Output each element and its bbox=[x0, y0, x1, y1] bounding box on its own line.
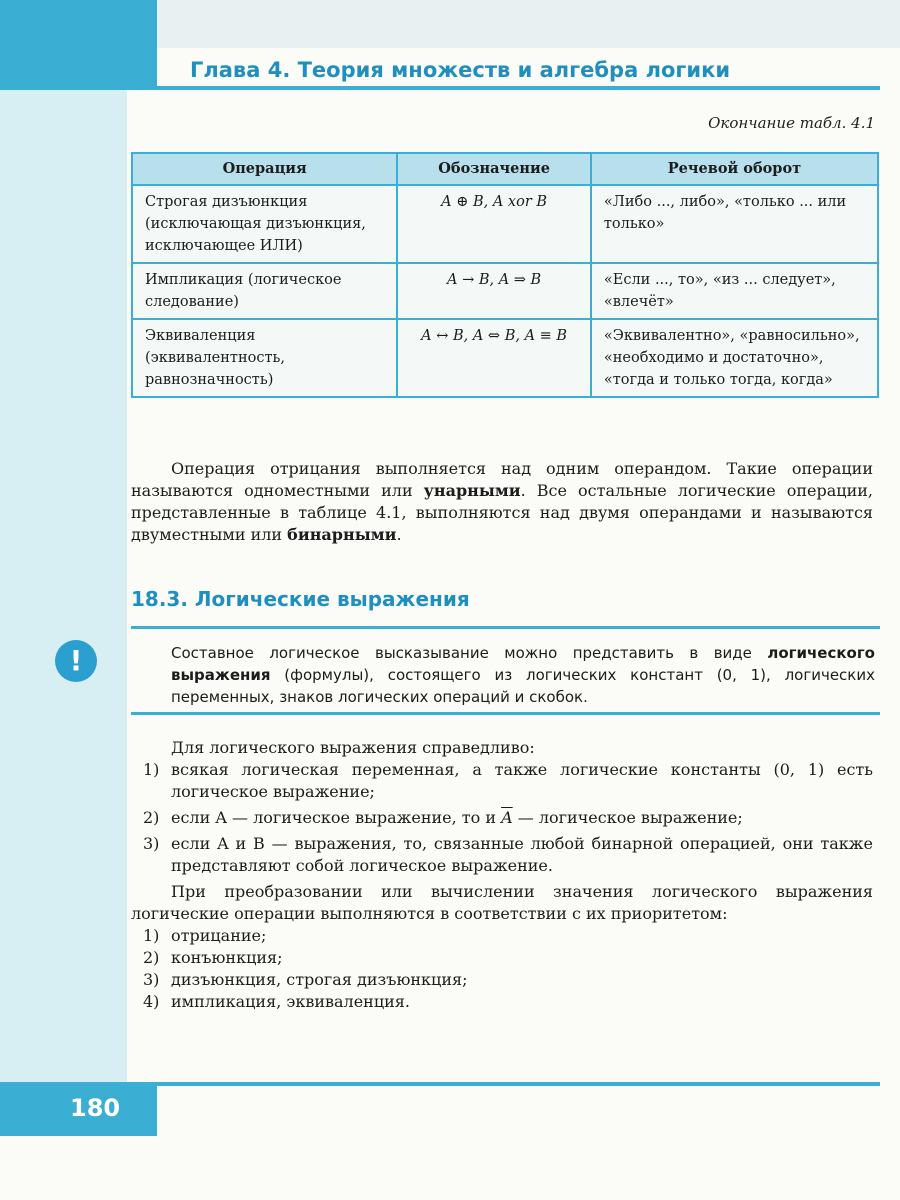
list-number: 1) bbox=[143, 760, 160, 779]
cell-notation: A ↔ B, A ⇔ B, A ≡ B bbox=[397, 319, 591, 397]
section-heading: 18.3. Логические выражения bbox=[131, 587, 470, 611]
table-header-row bbox=[132, 153, 878, 185]
footer-rule bbox=[157, 1082, 880, 1086]
definition-text: Составное логическое высказывание можно представить в виде bbox=[171, 644, 768, 662]
list-number: 4) bbox=[143, 992, 160, 1011]
list-text: если A и B — выражения, то, связанные любой бинарной операцией, они также представляют собой логическое выражение. bbox=[171, 834, 873, 875]
term-logical-expression: логического выражения bbox=[171, 644, 875, 684]
chapter-color-block bbox=[0, 0, 157, 90]
cell-phrase: «Либо ..., либо», «только ... или только» bbox=[591, 185, 878, 263]
cell-phrase: «Эквивалентно», «равносильно», «необходимо и достаточно», «тогда и только тогда, когда» bbox=[591, 319, 878, 397]
definition-text: (формулы), состоящего из логических констант (0, 1), логических переменных, знаков логических операций и скобок. bbox=[171, 666, 875, 706]
table-row bbox=[132, 263, 878, 319]
list-text: отрицание; bbox=[171, 926, 267, 945]
rules-intro: Для логического выражения справедливо: bbox=[171, 738, 535, 757]
list-item bbox=[131, 925, 873, 947]
list-text: если A — логическое выражение, то и bbox=[171, 808, 502, 827]
list-item bbox=[131, 807, 873, 829]
list-text: конъюнкция; bbox=[171, 948, 283, 967]
list-item bbox=[131, 833, 873, 877]
list-text: всякая логическая переменная, а также логические константы (0, 1) есть логическое выражение; bbox=[171, 760, 873, 801]
table-row bbox=[132, 319, 878, 397]
cell-operation: Эквиваленция (эквивалентность, равнозначность) bbox=[132, 319, 397, 397]
chapter-divider bbox=[157, 86, 880, 90]
term-unary: унарными bbox=[423, 481, 521, 500]
definition-top-rule bbox=[131, 626, 880, 629]
list-number: 3) bbox=[143, 970, 160, 989]
list-item bbox=[131, 969, 873, 991]
list-item bbox=[131, 759, 873, 803]
operations-table bbox=[131, 152, 879, 398]
list-text: дизъюнкция, строгая дизъюнкция; bbox=[171, 970, 468, 989]
cell-phrase: «Если ..., то», «из ... следует», «влечёт» bbox=[591, 263, 878, 319]
definition-bottom-rule bbox=[131, 712, 880, 715]
definition-box bbox=[171, 642, 875, 708]
paragraph-text: Операция отрицания выполняется над одним операндом. Такие операции называются одноместными или bbox=[131, 459, 873, 500]
term-binary: бинарными bbox=[287, 525, 397, 544]
column-header-notation: Обозначение bbox=[397, 153, 591, 185]
priority-intro bbox=[131, 881, 873, 925]
left-margin-band bbox=[0, 90, 127, 1082]
chapter-title: Глава 4. Теория множеств и алгебра логики bbox=[190, 58, 731, 82]
list-number: 2) bbox=[143, 948, 160, 967]
negation-symbol: $\overline{A}$ bbox=[501, 808, 513, 827]
cell-operation: Импликация (логическое следование) bbox=[132, 263, 397, 319]
column-header-phrase: Речевой оборот bbox=[591, 153, 878, 185]
cell-notation: A ⊕ B, A xor B bbox=[397, 185, 591, 263]
list-text: — логическое выражение; bbox=[512, 808, 743, 827]
paragraph-text: . bbox=[396, 525, 402, 544]
expression-rules bbox=[131, 737, 873, 1013]
paragraph-unary-binary bbox=[131, 458, 873, 546]
cell-operation: Строгая дизъюнкция (исключающая дизъюнкция, исключающее ИЛИ) bbox=[132, 185, 397, 263]
priority-intro-text: При преобразовании или вычислении значения логического выражения логические операции выполняются в соответствии с их приоритетом: bbox=[131, 882, 873, 923]
list-number: 3) bbox=[143, 834, 160, 853]
exclamation-icon: ! bbox=[55, 640, 97, 682]
list-number: 1) bbox=[143, 926, 160, 945]
column-header-operation: Операция bbox=[132, 153, 397, 185]
list-number: 2) bbox=[143, 808, 160, 827]
list-item bbox=[131, 991, 873, 1013]
cell-notation: A → B, A ⇒ B bbox=[397, 263, 591, 319]
table-row bbox=[132, 185, 878, 263]
table-caption: Окончание табл. 4.1 bbox=[708, 114, 875, 132]
list-text: импликация, эквиваленция. bbox=[171, 992, 410, 1011]
list-item bbox=[131, 947, 873, 969]
page-number: 180 bbox=[70, 1094, 121, 1122]
paragraph-text: . Все остальные логические операции, представленные в таблице 4.1, выполняются над двумя операндами и называются двуместными или bbox=[131, 481, 874, 544]
